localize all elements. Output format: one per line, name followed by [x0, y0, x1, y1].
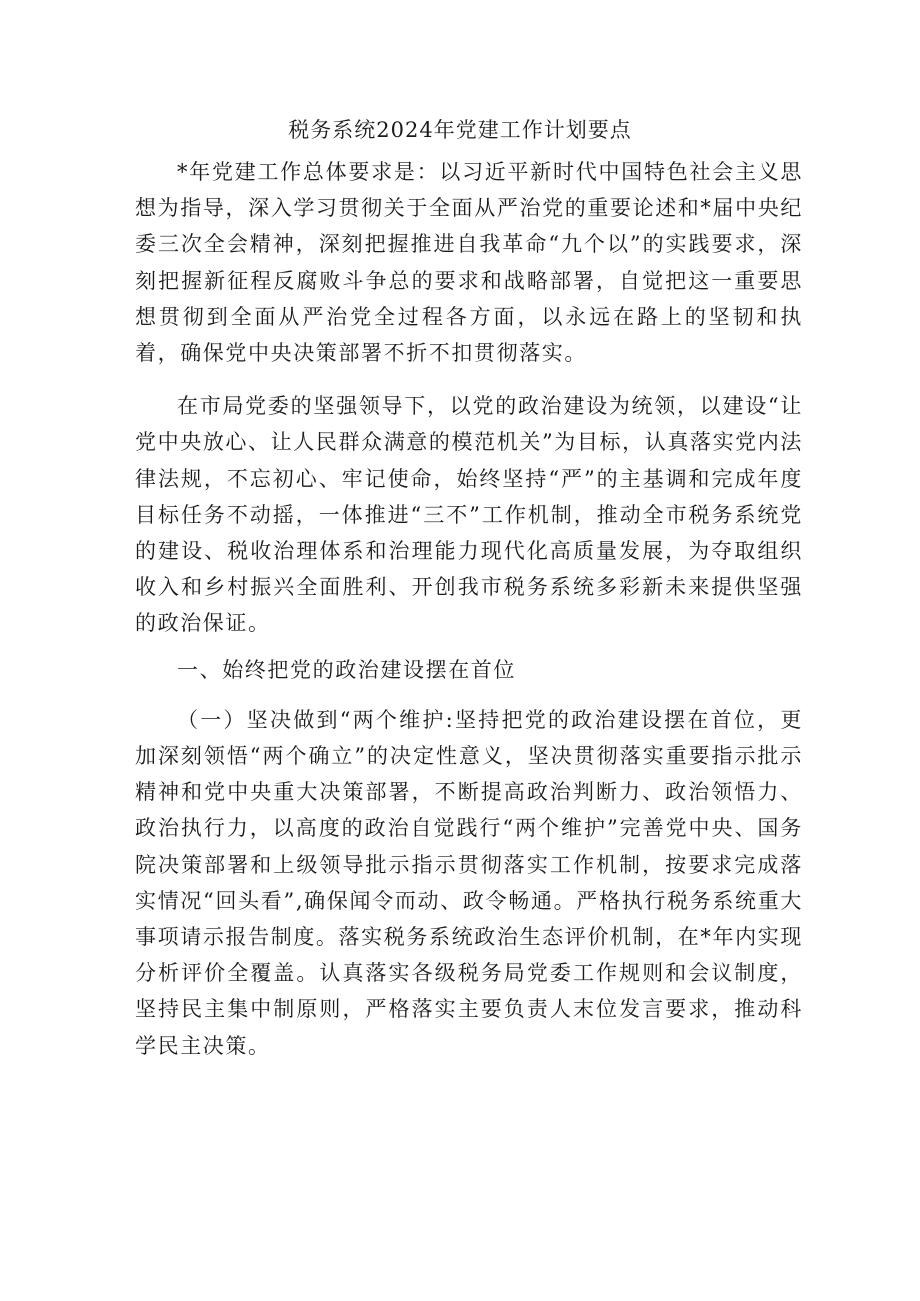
subsection-paragraph: （一）坚决做到“两个维护:坚持把党的政治建设摆在首位，更加深刻领悟“两个确立”的决定性意义，坚决贯彻落实重要指示批示精神和党中央重大决策部署，不断提高政治判断力、政治领悟力、政治执行力，以高度的政治自觉践行“两个维护”完善党中央、国务院决策部署和上级领导批示指示贯彻落实工作机制，按要求完成落实情况“回头看”,确保闻令而动、政令畅通。严格执行税务系统重大事项请示报告制度。落实税务系统政治生态评价机制，在*年内实现分析评价全覆盖。认真落实各级税务局党委工作规则和会议制度，坚持民主集中制原则，严格落实主要负责人末位发言要求，推动科学民主决策。 [135, 707, 803, 1058]
document-body [135, 154, 803, 1064]
paragraph-guiding-principles: 在市局党委的坚强领导下，以党的政治建设为统领，以建设“让党中央放心、让人民群众满意的模范机关”为目标，认真落实党内法律法规，不忘初心、牢记使命，始终坚持“严”的主基调和完成年度目标任务不动摇，一体推进“三不”工作机制，推动全市税务系统党的建设、税收治理体系和治理能力现代化高质量发展，为夺取组织收入和乡村振兴全面胜利、开创我市税务系统多彩新未来提供坚强的政治保证。 [135, 394, 803, 636]
section-heading: 一、始终把党的政治建设摆在首位 [177, 657, 516, 682]
document-title: 税务系统2024年党建工作计划要点 [288, 118, 632, 142]
paragraph-overall-requirements: *年党建工作总体要求是：以习近平新时代中国特色社会主义思想为指导，深入学习贯彻关于全面从严治党的重要论述和*届中央纪委三次全会精神，深刻把握推进自我革命“九个以”的实践要求，深刻把握新征程反腐败斗争总的要求和战略部署，自觉把这一重要思想贯彻到全面从严治党全过程各方面，以永远在路上的坚韧和执着，确保党中央决策部署不折不扣贯彻落实。 [135, 160, 803, 366]
